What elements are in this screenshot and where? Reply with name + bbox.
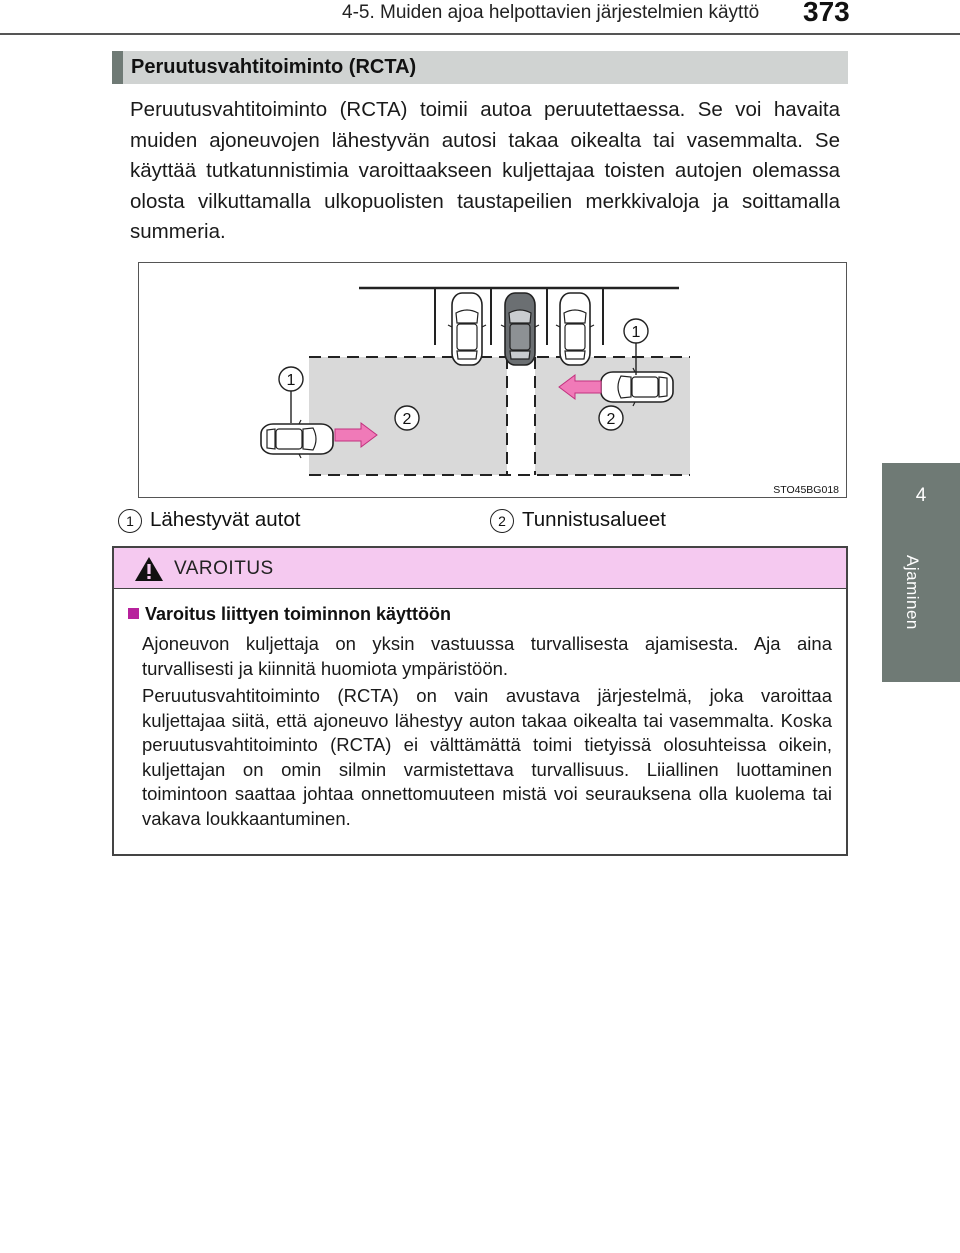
warning-subheading — [128, 604, 451, 625]
parked-car-right — [556, 293, 594, 365]
rcta-diagram-svg — [139, 263, 848, 499]
svg-text:2: 2 — [402, 411, 412, 428]
warning-subheading-text: Varoitus liittyen toiminnon käyttöön — [145, 604, 452, 624]
approaching-car-left — [261, 420, 333, 458]
warning-triangle-icon — [134, 556, 164, 582]
header-rule — [0, 33, 960, 35]
chapter-label: Ajaminen — [903, 555, 922, 630]
svg-text:1: 1 — [631, 324, 641, 341]
callout-approaching-left — [279, 367, 303, 391]
figure-code: STO45BG018 — [773, 484, 839, 496]
svg-text:1: 1 — [286, 372, 296, 389]
legend-label: Lähestyvät autot — [150, 508, 301, 531]
chapter-number: 4 — [915, 485, 927, 506]
page-number: 373 — [803, 0, 850, 27]
callout-approaching-right — [624, 319, 648, 343]
warning-box — [112, 546, 848, 856]
approaching-car-right — [601, 368, 673, 406]
parked-car-left — [448, 293, 486, 365]
square-bullet-icon — [128, 608, 139, 619]
warning-paragraph-1: Ajoneuvon kuljettaja on yksin vastuussa turvallisesta ajamisesta. Aja aina turvallisesti ja kiinnitä huomiota ympäristöön. — [142, 633, 832, 679]
running-header-title: 4-5. Muiden ajoa helpottavien järjestelmien käyttö — [342, 2, 760, 23]
reversing-car — [501, 293, 539, 365]
legend-label: Tunnistusalueet — [522, 508, 666, 531]
section-heading-bar — [112, 51, 848, 84]
svg-text:2: 2 — [606, 411, 616, 428]
callout-zone-right — [599, 406, 623, 430]
rcta-diagram — [138, 262, 847, 498]
intro-paragraph: Peruutusvahtitoiminto (RCTA) toimii autoa peruutettaessa. Se voi havaita muiden ajoneuvojen lähestyvän autosi takaa oikealta tai vasemmalta. Se käyttää tutkatunnistimia varoittaakseen kuljettajaa toisten autojen olemassa olosta vilkuttamalla ulkopuolisten taustapeilien merkkivaloja ja soittamalla summeria. — [130, 98, 840, 243]
legend-item-approaching-cars — [118, 508, 300, 534]
section-heading-accent — [112, 51, 123, 84]
legend-item-detection-zones — [490, 508, 666, 534]
legend-number: 2 — [490, 509, 514, 533]
legend-number: 1 — [118, 509, 142, 533]
warning-header — [114, 548, 846, 589]
warning-paragraph-2: Peruutusvahtitoiminto (RCTA) on vain avustava järjestelmä, joka varoittaa kuljettajaa siitä, että ajoneuvo lähestyy auton takaa oikealta tai vasemmalta. Koska peruutusvahtitoiminto (RCTA) ei välttämättä toimi tietyissä olosuhteissa oikein, kuljettajan on omin silmin varmistettava turvallisuus. Liiallinen luottaminen toimintoon saattaa johtaa onnettomuuteen mistä voi seurauksena olla kuolema tai vakava loukkaantuminen. — [142, 685, 832, 829]
warning-label: VAROITUS — [174, 558, 274, 579]
callout-zone-left — [395, 406, 419, 430]
chapter-side-tab — [882, 463, 960, 682]
section-title: Peruutusvahtitoiminto (RCTA) — [131, 56, 417, 78]
